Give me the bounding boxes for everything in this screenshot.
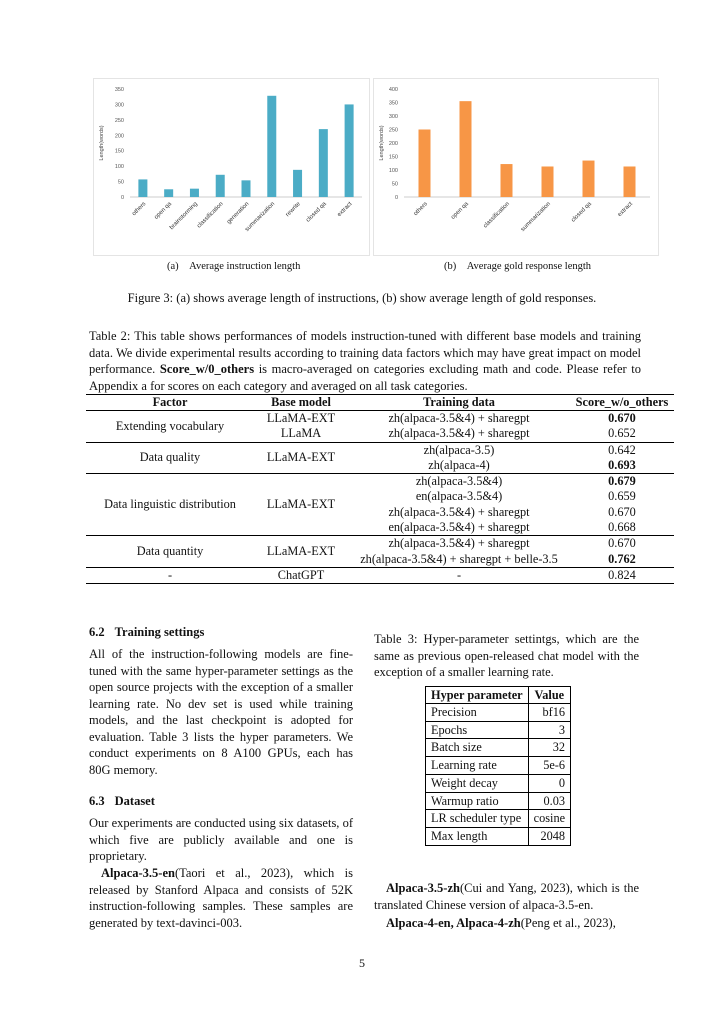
chart-a-category-label: summarization [244, 201, 277, 234]
chart-a-bar-rewrite [293, 170, 302, 197]
table2-data-cell: zh(alpaca-3.5&4) + sharegpt [388, 504, 530, 519]
dataset-description: (Taori et al., 2023), which is released by Stanford Alpaca and consists of 52K instruction-following samples. These samples are generated by text-davinci-003. [89, 866, 353, 930]
table3-value-cell: 5e-6 [528, 757, 570, 775]
chart-b-ytick-label: 350 [388, 100, 398, 107]
chart-b-ytick-label: 300 [388, 114, 398, 120]
chart-a-ytick-label: 200 [114, 133, 124, 140]
figure-caption: Figure 3: (a) shows average length of instructions, (b) show average length of gold responses. [127, 291, 597, 305]
chart-b-bar-extract [624, 166, 636, 197]
subcaption-a: (a) Average instruction length [167, 261, 301, 272]
table2-score-cell: 0.824 [570, 567, 674, 583]
section-title: Dataset [114, 794, 155, 808]
table2-score-cell: 0.642 [570, 442, 674, 458]
chart-a-category-label: open qa [153, 201, 174, 221]
chart-a-bar-classification [216, 175, 225, 197]
table2-header-factor: Factor [86, 395, 254, 411]
table-row [86, 567, 674, 583]
table2-caption-pre: Table 2: This table shows performances of models instruction-tuned with different base models and training data. We divide experimental results according to training data factors which may have great impact on model performance. [89, 329, 641, 376]
chart-a-category-label: closed qa [305, 201, 328, 224]
table3-param-cell: Warmup ratio [426, 792, 529, 810]
table2-data-cell: zh(alpaca-3.5&4) + sharegpt [348, 536, 570, 552]
dataset-name: Alpaca-3.5-zh [386, 881, 460, 895]
chart-b-category-label: open qa [450, 201, 470, 221]
section-number: 6.3 [89, 794, 105, 808]
table3-value-cell: 32 [528, 739, 570, 757]
table3-header-row [426, 687, 571, 704]
table-row [86, 411, 674, 427]
table2-score-cell: 0.670 [570, 411, 674, 427]
subcaption-b: (b) Average gold response length [444, 261, 592, 272]
dataset-description: (Cui and Yang, 2023), which is the translated Chinese version of alpaca-3.5-en. [374, 881, 639, 912]
chart-b-ytick-label: 200 [388, 141, 398, 147]
table3-param-cell: LR scheduler type [426, 810, 529, 828]
chart-b-svg [374, 79, 658, 255]
table2-score-cell: 0.693 [608, 457, 636, 472]
table2-score-cell: 0.762 [608, 551, 636, 566]
section-number: 6.2 [89, 625, 105, 639]
chart-a-ytick-label: 150 [114, 148, 124, 155]
table-row [426, 739, 571, 757]
chart-a-category-label: extract [336, 201, 354, 219]
table2-factor-cell: Extending vocabulary [86, 411, 254, 443]
table3-header-value: Value [528, 687, 570, 704]
chart-b-bar-closed-qa [583, 161, 595, 197]
chart-a-svg [94, 79, 369, 255]
chart-b-ytick-label: 250 [388, 127, 398, 134]
dataset-name: Alpaca-4-en, Alpaca-4-zh [386, 916, 521, 930]
table2-caption-post: is macro-averaged on categories excluding math and code. Please refer to Appendix a for scores on each category and averaged on all task categories. [89, 362, 641, 393]
chart-a-y-axis-label: Length(words) [99, 125, 105, 161]
table-row [86, 474, 674, 490]
chart-a-bar-summarization [267, 96, 276, 197]
section-6-3-heading [89, 794, 155, 809]
right-paragraph-2 [374, 915, 639, 932]
table3-header-param: Hyper parameter [426, 687, 529, 704]
table-row [426, 721, 571, 739]
table-row [426, 810, 571, 828]
table2-header-training-data: Training data [348, 395, 570, 411]
chart-b-category-label: extract [616, 201, 634, 219]
chart-b-category-label: closed qa [570, 201, 593, 224]
chart-a-category-label: brainstorming [168, 201, 199, 232]
chart-b-bar-open-qa [460, 101, 472, 197]
table2-header-score: Score_w/o_others [570, 395, 674, 411]
table2-score-cell: 0.679 [570, 474, 674, 490]
table-row [426, 792, 571, 810]
table2-score-cell: 0.670 [608, 504, 636, 519]
table-row [426, 774, 571, 792]
chart-b-category-label: summarization [520, 201, 552, 234]
chart-a-bar-generation [242, 180, 251, 197]
table2-data-cell: zh(alpaca-3.5&4) + sharegpt + belle-3.5 [360, 551, 558, 566]
table2-base-cell: LLaMA-EXT [254, 442, 348, 474]
table3 [425, 686, 571, 846]
table3-param-cell: Learning rate [426, 757, 529, 775]
table2-base-cell: LLaMA [280, 426, 322, 441]
table2-factor-cell: Data quantity [86, 536, 254, 568]
chart-average-instruction-length [93, 78, 370, 256]
section-title: Training settings [114, 625, 205, 639]
chart-a-ytick-label: 300 [114, 102, 124, 109]
table3-param-cell: Precision [426, 704, 529, 722]
chart-b-ytick-label: 50 [391, 181, 398, 188]
section-6-3-intro: Our experiments are conducted using six datasets, of which five are publicly available and one is proprietary. [89, 816, 353, 863]
table2-base-cell: LLaMA-EXT [254, 411, 348, 427]
table2-data-cell: en(alpaca-3.5&4) + sharegpt [388, 520, 530, 535]
chart-average-gold-response-length [373, 78, 659, 256]
table2-data-cell: zh(alpaca-3.5) [348, 442, 570, 458]
chart-a-category-label: rewrite [284, 201, 302, 219]
section-6-3-paragraph [89, 865, 353, 931]
chart-b-ytick-label: 400 [388, 87, 398, 93]
chart-b-ytick-label: 100 [388, 168, 398, 174]
table3-param-cell: Epochs [426, 721, 529, 739]
table2-caption [89, 328, 641, 394]
section-6-2-text: All of the instruction-following models are fine-tuned with the same hyper-parameter settings as the open source projects with the exception of a smaller learning rate. No dev set is used while training models, and the last checkpoint is adopted for evaluation. Table 3 lists the hyper parameters. We conduct experiments on 8 A100 GPUs, each has 80G memory. [89, 647, 353, 777]
table2 [86, 394, 674, 584]
right-paragraph-1 [374, 880, 639, 913]
chart-b-bar-others [419, 130, 431, 198]
table2-base-cell: ChatGPT [254, 567, 348, 583]
table2-base-cell: LLaMA-EXT [254, 474, 348, 536]
chart-a-bar-brainstorming [190, 189, 199, 197]
table3-param-cell: Max length [426, 827, 529, 845]
table2-data-cell: en(alpaca-3.5&4) [415, 489, 503, 504]
table3-value-cell: bf16 [528, 704, 570, 722]
table2-score-cell: 0.670 [570, 536, 674, 552]
table2-data-cell: - [348, 567, 570, 583]
table2-data-cell: zh(alpaca-3.5&4) + sharegpt [388, 426, 530, 441]
table-row [426, 704, 571, 722]
table3-value-cell: 3 [528, 721, 570, 739]
section-6-2-heading [89, 625, 204, 640]
chart-a-ytick-label: 250 [114, 117, 124, 124]
chart-a-ytick-label: 100 [114, 164, 124, 171]
chart-b-bar-summarization [542, 166, 554, 197]
page-number: 5 [359, 956, 365, 970]
table2-caption-bold: Score_w/0_others [159, 362, 255, 376]
chart-a-category-label: generation [226, 201, 251, 226]
chart-a-bar-others [138, 179, 147, 197]
table2-header-base-model: Base model [254, 395, 348, 411]
table3-param-cell: Weight decay [426, 774, 529, 792]
table3-value-cell: cosine [528, 810, 570, 828]
table3-value-cell: 2048 [528, 827, 570, 845]
table-row [86, 442, 674, 458]
table2-data-cell: zh(alpaca-4) [428, 457, 490, 472]
table2-score-cell: 0.668 [608, 520, 636, 535]
chart-a-ytick-label: 50 [117, 179, 124, 186]
table3-value-cell: 0 [528, 774, 570, 792]
chart-a-bar-closed-qa [319, 129, 328, 197]
table-row [426, 827, 571, 845]
chart-a-bar-open-qa [164, 189, 173, 197]
chart-a-category-label: others [131, 201, 148, 218]
chart-b-y-axis-label: Length(words) [379, 125, 385, 161]
table3-value-cell: 0.03 [528, 792, 570, 810]
dataset-description: (Peng et al., 2023), [520, 916, 616, 930]
table3-caption: Table 3: Hyper-parameter settintgs, which are the same as previous open-released chat model with the exception of a smaller learning rate. [374, 632, 639, 679]
chart-a-ytick-label: 350 [114, 87, 124, 93]
table2-data-cell: zh(alpaca-3.5&4) [348, 474, 570, 490]
chart-a-bar-extract [345, 104, 354, 197]
table-row [86, 536, 674, 552]
table-row [426, 757, 571, 775]
chart-b-ytick-label: 0 [394, 195, 398, 201]
table2-score-cell: 0.652 [608, 426, 636, 441]
table3-param-cell: Batch size [426, 739, 529, 757]
chart-b-category-label: classification [482, 201, 511, 230]
dataset-name: Alpaca-3.5-en [101, 866, 175, 880]
table2-factor-cell: Data linguistic distribution [86, 474, 254, 536]
chart-a-ytick-label: 0 [120, 195, 124, 201]
chart-b-bar-classification [501, 164, 513, 197]
chart-b-category-label: others [412, 201, 429, 218]
table2-header-row [86, 395, 674, 411]
table2-factor-cell: - [86, 567, 254, 583]
chart-a-category-label: classification [196, 201, 225, 230]
table2-factor-cell: Data quality [86, 442, 254, 474]
table2-base-cell: LLaMA-EXT [254, 536, 348, 568]
table2-score-cell: 0.659 [608, 489, 636, 504]
chart-b-ytick-label: 150 [388, 154, 398, 161]
table2-data-cell: zh(alpaca-3.5&4) + sharegpt [348, 411, 570, 427]
